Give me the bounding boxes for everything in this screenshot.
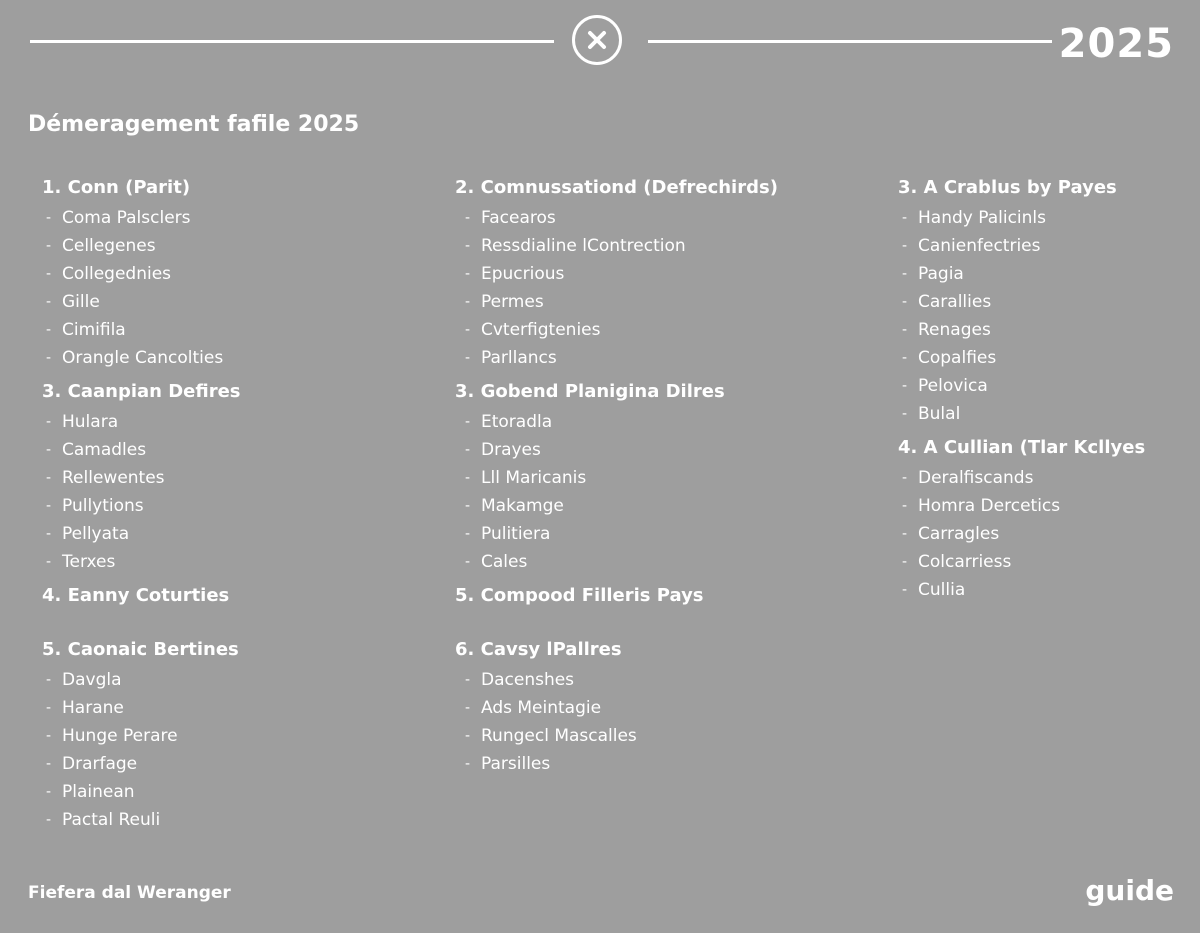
list-item: - Pactal Reuli bbox=[42, 806, 402, 834]
list-item: - Hunge Perare bbox=[42, 722, 402, 750]
list-item: - Carallies bbox=[898, 288, 1188, 316]
list-item: - Harane bbox=[42, 694, 402, 722]
footer-brand: guide bbox=[1085, 874, 1174, 907]
section bbox=[42, 638, 402, 834]
item-list bbox=[898, 464, 1188, 604]
list-item: - Collegednies bbox=[42, 260, 402, 288]
list-item: - Davgla bbox=[42, 666, 402, 694]
list-item: - Drayes bbox=[455, 436, 855, 464]
list-item: - Gille bbox=[42, 288, 402, 316]
list-item: - Cales bbox=[455, 548, 855, 576]
list-item: - Plainean bbox=[42, 778, 402, 806]
list-item: - Canienfectries bbox=[898, 232, 1188, 260]
item-list bbox=[42, 666, 402, 834]
list-item: - Orangle Cancolties bbox=[42, 344, 402, 372]
section bbox=[898, 176, 1188, 428]
item-list bbox=[455, 204, 855, 372]
list-item: - Cullia bbox=[898, 576, 1188, 604]
list-item: - Carragles bbox=[898, 520, 1188, 548]
section bbox=[455, 176, 855, 372]
section bbox=[42, 584, 402, 630]
list-item: - Pullytions bbox=[42, 492, 402, 520]
list-item: - Pagia bbox=[898, 260, 1188, 288]
list-item: - Lll Maricanis bbox=[455, 464, 855, 492]
document-title: Démeragement fafile 2025 bbox=[28, 112, 360, 137]
list-item: - Parllancs bbox=[455, 344, 855, 372]
section-heading: 1. Conn (Parit) bbox=[42, 177, 191, 198]
section bbox=[455, 638, 855, 778]
list-item: - Cellegenes bbox=[42, 232, 402, 260]
list-item: - Drarfage bbox=[42, 750, 402, 778]
section-heading: 6. Cavsy lPallres bbox=[455, 639, 622, 660]
list-item: - Copalfies bbox=[898, 344, 1188, 372]
column-1 bbox=[42, 176, 402, 842]
list-item: - Epucrious bbox=[455, 260, 855, 288]
list-item: - Makamge bbox=[455, 492, 855, 520]
list-item: - Hulara bbox=[42, 408, 402, 436]
section-heading: 4. A Cullian (Tlar Kcllyes bbox=[898, 437, 1146, 458]
list-item: - Handy Palicinls bbox=[898, 204, 1188, 232]
item-list bbox=[455, 408, 855, 576]
list-item: - Rungecl Mascalles bbox=[455, 722, 855, 750]
section bbox=[455, 584, 855, 630]
list-item: - Etoradla bbox=[455, 408, 855, 436]
section bbox=[898, 436, 1188, 604]
header-rule-left bbox=[30, 40, 554, 43]
section bbox=[455, 380, 855, 576]
list-item: - Colcarriess bbox=[898, 548, 1188, 576]
list-item: - Deralfiscands bbox=[898, 464, 1188, 492]
list-item: - Cvterfigtenies bbox=[455, 316, 855, 344]
close-circle-icon bbox=[572, 15, 622, 65]
header-rule-right bbox=[648, 40, 1052, 43]
list-item: - Renages bbox=[898, 316, 1188, 344]
list-item: - Facearos bbox=[455, 204, 855, 232]
footer-caption: Fiefera dal Weranger bbox=[28, 883, 231, 903]
list-item: - Bulal bbox=[898, 400, 1188, 428]
section bbox=[42, 380, 402, 576]
list-item: - Ressdialine lContrection bbox=[455, 232, 855, 260]
section-spacer bbox=[42, 612, 402, 630]
section-heading: 4. Eanny Coturties bbox=[42, 585, 230, 606]
section-spacer bbox=[455, 612, 855, 630]
section-heading: 2. Comnussationd (Defrechirds) bbox=[455, 177, 778, 198]
list-item: - Coma Palsclers bbox=[42, 204, 402, 232]
list-item: - Camadles bbox=[42, 436, 402, 464]
list-item: - Parsilles bbox=[455, 750, 855, 778]
list-item: - Terxes bbox=[42, 548, 402, 576]
list-item: - Pellyata bbox=[42, 520, 402, 548]
section-heading: 3. Gobend Planigina Dilres bbox=[455, 381, 725, 402]
section bbox=[42, 176, 402, 372]
list-item: - Cimifila bbox=[42, 316, 402, 344]
list-item: - Dacenshes bbox=[455, 666, 855, 694]
list-item: - Permes bbox=[455, 288, 855, 316]
list-item: - Pelovica bbox=[898, 372, 1188, 400]
list-item: - Ads Meintagie bbox=[455, 694, 855, 722]
section-heading: 3. Caanpian Defires bbox=[42, 381, 241, 402]
header-year: 2025 bbox=[1058, 21, 1174, 67]
list-item: - Pulitiera bbox=[455, 520, 855, 548]
item-list bbox=[42, 204, 402, 372]
list-item: - Rellewentes bbox=[42, 464, 402, 492]
item-list bbox=[455, 666, 855, 778]
list-item: - Homra Dercetics bbox=[898, 492, 1188, 520]
column-2 bbox=[455, 176, 855, 786]
item-list bbox=[898, 204, 1188, 428]
item-list bbox=[42, 408, 402, 576]
section-heading: 3. A Crablus by Payes bbox=[898, 177, 1117, 198]
column-3 bbox=[898, 176, 1188, 612]
section-heading: 5. Compood Filleris Pays bbox=[455, 585, 704, 606]
section-heading: 5. Caonaic Bertines bbox=[42, 639, 239, 660]
